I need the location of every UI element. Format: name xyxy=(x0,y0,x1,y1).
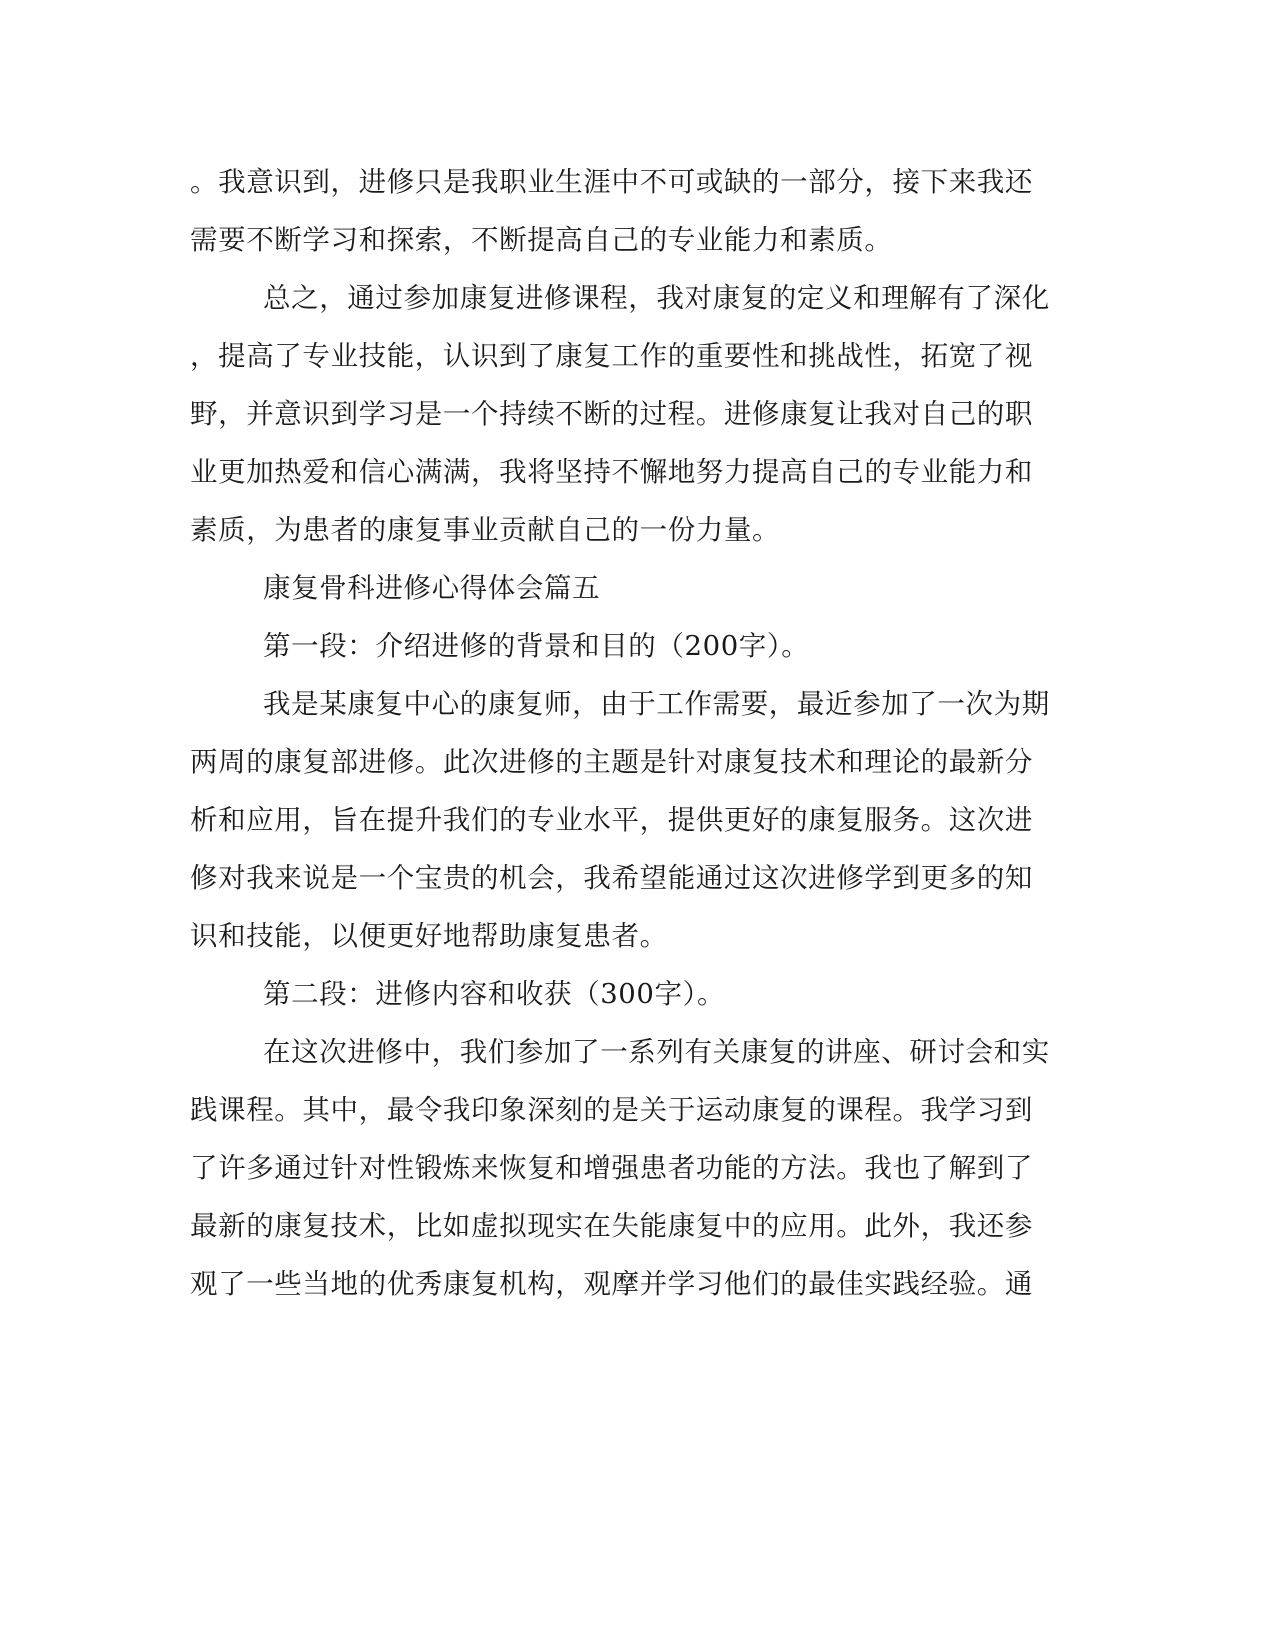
section-heading: 第一段：介绍进修的背景和目的（200字）。 xyxy=(263,630,810,662)
paragraph-start-line: 总之，通过参加康复进修课程，我对康复的定义和理解有了深化 xyxy=(263,282,1050,314)
text-line: 野，并意识到学习是一个持续不断的过程。进修康复让我对自己的职 xyxy=(190,398,1033,430)
text-line: 素质，为患者的康复事业贡献自己的一份力量。 xyxy=(190,514,781,546)
text-line: 业更加热爱和信心满满，我将坚持不懈地努力提高自己的专业能力和 xyxy=(190,456,1033,488)
paragraph-start-line: 我是某康复中心的康复师，由于工作需要，最近参加了一次为期 xyxy=(263,688,1050,720)
text-line: 识和技能，以便更好地帮助康复患者。 xyxy=(190,920,668,952)
text-line: 最新的康复技术，比如虚拟现实在失能康复中的应用。此外，我还参 xyxy=(190,1210,1033,1242)
text-line: 践课程。其中，最令我印象深刻的是关于运动康复的课程。我学习到 xyxy=(190,1094,1033,1126)
text-line: 析和应用，旨在提升我们的专业水平，提供更好的康复服务。这次进 xyxy=(190,804,1033,836)
paragraph-start-line: 在这次进修中，我们参加了一系列有关康复的讲座、研讨会和实 xyxy=(263,1036,1050,1068)
text-line: 修对我来说是一个宝贵的机会，我希望能通过这次进修学到更多的知 xyxy=(190,862,1033,894)
text-line: ，提高了专业技能，认识到了康复工作的重要性和挑战性，拓宽了视 xyxy=(190,340,1033,372)
section-heading: 第二段：进修内容和收获（300字）。 xyxy=(263,978,726,1010)
text-line: 需要不断学习和探索，不断提高自己的专业能力和素质。 xyxy=(190,224,893,256)
text-line: 观了一些当地的优秀康复机构，观摩并学习他们的最佳实践经验。通 xyxy=(190,1268,1033,1300)
text-line: 了许多通过针对性锻炼来恢复和增强患者功能的方法。我也了解到了 xyxy=(190,1152,1033,1184)
section-title: 康复骨科进修心得体会篇五 xyxy=(263,572,601,604)
text-line: 。我意识到，进修只是我职业生涯中不可或缺的一部分，接下来我还 xyxy=(190,166,1033,198)
text-line: 两周的康复部进修。此次进修的主题是针对康复技术和理论的最新分 xyxy=(190,746,1033,778)
